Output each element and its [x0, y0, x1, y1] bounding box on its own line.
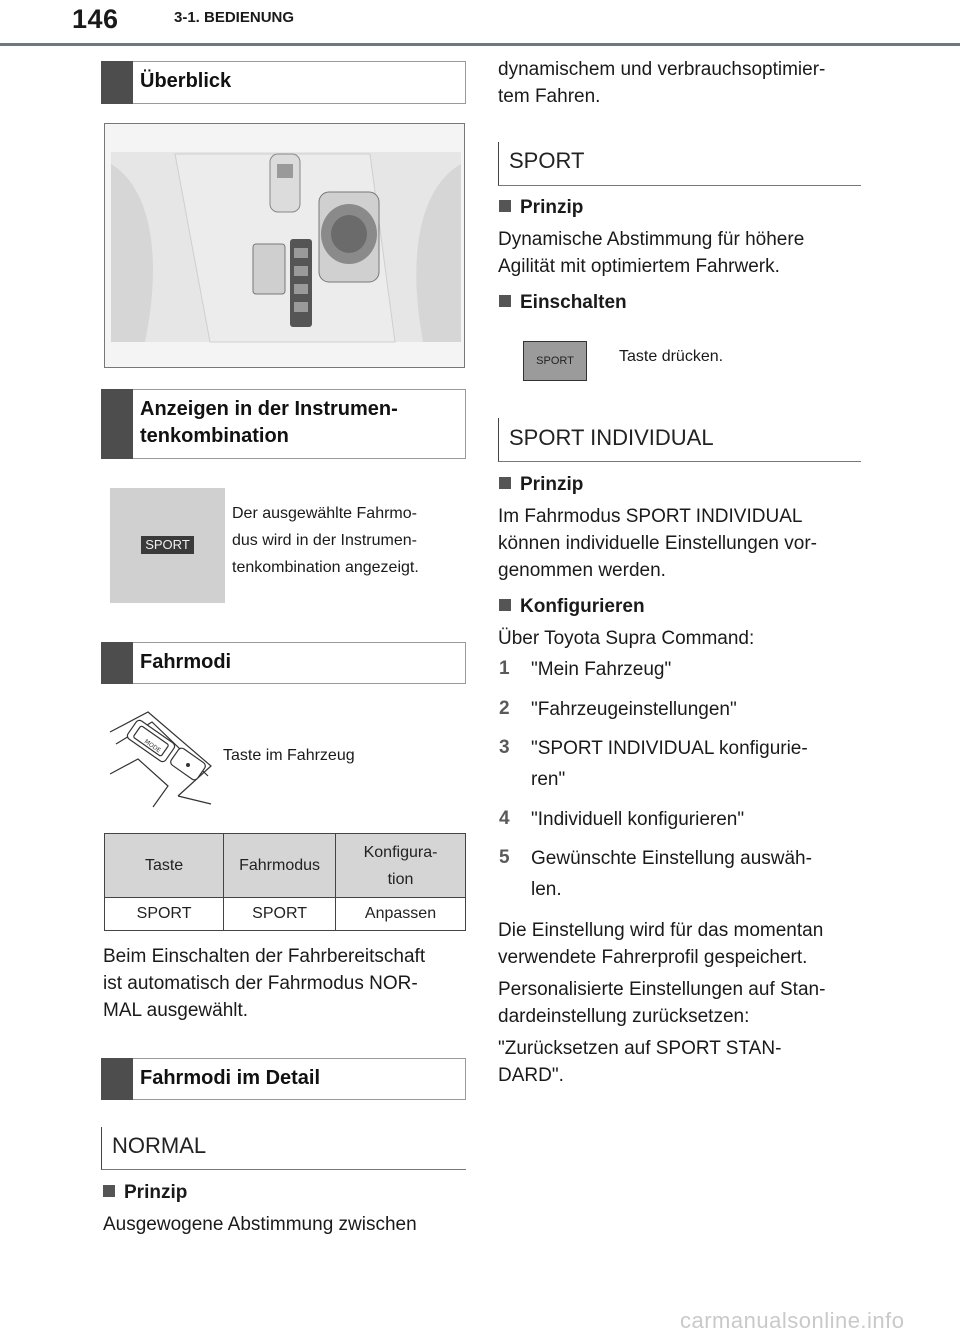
- section-modes: [101, 642, 466, 684]
- save-line-2: verwendete Fahrerprofil gespeichert.: [498, 947, 808, 968]
- section-detail-title: Fahrmodi im Detail: [140, 1067, 321, 1089]
- config-label: Konfigurieren: [520, 596, 645, 617]
- reset-cmd-line-2: DARD".: [498, 1065, 564, 1086]
- subsection-sport: [498, 142, 861, 186]
- step-number: 3: [499, 737, 510, 758]
- section-overview-title: Überblick: [140, 70, 232, 92]
- table-row: [105, 898, 466, 931]
- step-text: Gewünschte Einstellung auswäh-: [531, 848, 812, 869]
- bullet-square-icon: [103, 1185, 115, 1197]
- sport-principle-heading: [499, 197, 583, 219]
- normal-principle-heading: [103, 1182, 187, 1204]
- step-text: "Fahrzeugeinstellungen": [531, 699, 737, 720]
- step-number: 2: [499, 698, 510, 719]
- page-header: [0, 0, 960, 48]
- table-cell: Anpassen: [336, 898, 466, 931]
- after-table-line-3: MAL ausgewählt.: [103, 1000, 249, 1021]
- after-table-line-1: Beim Einschalten der Fahrbereitschaft: [103, 946, 426, 967]
- config-intro: Über Toyota Supra Command:: [498, 628, 755, 649]
- bullet-square-icon: [499, 477, 511, 489]
- bullet-square-icon: [499, 599, 511, 611]
- table-cell: SPORT: [224, 898, 336, 931]
- chapter-title: 3-1. BEDIENUNG: [174, 9, 295, 26]
- center-console-drawing: [105, 124, 464, 367]
- cluster-thumbnail: [110, 488, 225, 603]
- cont-line-2: tem Fahren.: [498, 86, 601, 107]
- sport-principle-line-2: Agilität mit optimiertem Fahrwerk.: [498, 256, 780, 277]
- config-heading: [499, 596, 645, 618]
- table-cell: SPORT: [105, 898, 224, 931]
- step-text: "Mein Fahrzeug": [531, 659, 672, 680]
- subsection-normal: [101, 1127, 466, 1170]
- section-overview: [101, 61, 466, 104]
- indiv-principle-label: Prinzip: [520, 474, 584, 495]
- after-table-line-2: ist automatisch der Fahrmodus NOR-: [103, 973, 418, 994]
- bullet-square-icon: [499, 295, 511, 307]
- step-number: 5: [499, 847, 510, 868]
- indiv-principle-line-3: genommen werden.: [498, 560, 666, 581]
- vehicle-button-illustration: [108, 704, 213, 809]
- section-modes-title: Fahrmodi: [140, 651, 232, 673]
- sport-button: SPORT: [523, 341, 587, 381]
- indiv-principle-line-2: können individuelle Einstellungen vor-: [498, 533, 817, 554]
- subsection-normal-title: NORMAL: [112, 1133, 207, 1158]
- table-header-row: [105, 834, 466, 898]
- center-console-illustration: [104, 123, 465, 368]
- page-number: 146: [72, 4, 119, 34]
- sport-principle-label: Prinzip: [520, 197, 584, 218]
- reset-line-2: dardeinstellung zurücksetzen:: [498, 1006, 750, 1027]
- normal-principle-text: Ausgewogene Abstimmung zwischen: [103, 1214, 417, 1235]
- svg-text:MODE: MODE: [142, 738, 162, 755]
- display-text-3: tenkombination angezeigt.: [232, 559, 419, 576]
- modes-table: [104, 833, 466, 931]
- step-text: "SPORT INDIVIDUAL konfigurie-: [531, 738, 808, 759]
- sport-principle-line-1: Dynamische Abstimmung für höhere: [498, 229, 805, 250]
- step-text: "Individuell konfigurieren": [531, 809, 745, 830]
- bullet-square-icon: [499, 200, 511, 212]
- step-text: ren": [531, 769, 566, 790]
- table-header-button: Taste: [105, 834, 224, 898]
- indiv-principle-line-1: Im Fahrmodus SPORT INDIVIDUAL: [498, 506, 803, 527]
- step-text: len.: [531, 879, 562, 900]
- display-text-2: dus wird in der Instrumen-: [232, 532, 417, 549]
- normal-principle-label: Prinzip: [124, 1182, 188, 1203]
- section-display: [101, 389, 466, 459]
- save-line-1: Die Einstellung wird für das momentan: [498, 920, 824, 941]
- cluster-sport-badge: SPORT: [141, 536, 194, 554]
- footer-watermark: carmanualsonline.info: [680, 1308, 905, 1333]
- sport-button-caption: Taste drücken.: [619, 348, 724, 365]
- button-caption: Taste im Fahrzeug: [223, 747, 355, 764]
- display-text-1: Der ausgewählte Fahrmo-: [232, 505, 417, 522]
- subsection-sport-individual-title: SPORT INDIVIDUAL: [509, 425, 714, 450]
- sport-on-label: Einschalten: [520, 292, 627, 313]
- step-number: 1: [499, 658, 510, 679]
- sport-on-heading: [499, 292, 627, 314]
- table-header-config: Konfigura- tion: [336, 834, 466, 898]
- indiv-principle-heading: [499, 474, 583, 496]
- reset-line-1: Personalisierte Einstellungen auf Stan-: [498, 979, 826, 1000]
- header-rule: [0, 43, 960, 46]
- reset-cmd-line-1: "Zurücksetzen auf SPORT STAN-: [498, 1038, 782, 1059]
- step-number: 4: [499, 808, 510, 829]
- cont-line-1: dynamischem und verbrauchsoptimier-: [498, 59, 826, 80]
- vehicle-button-drawing: [108, 704, 213, 809]
- section-detail: [101, 1058, 466, 1100]
- subsection-sport-title: SPORT: [509, 148, 585, 173]
- table-header-mode: Fahrmodus: [224, 834, 336, 898]
- subsection-sport-individual: [498, 418, 861, 462]
- section-display-title: Anzeigen in der Instrumen- tenkombination: [140, 398, 398, 447]
